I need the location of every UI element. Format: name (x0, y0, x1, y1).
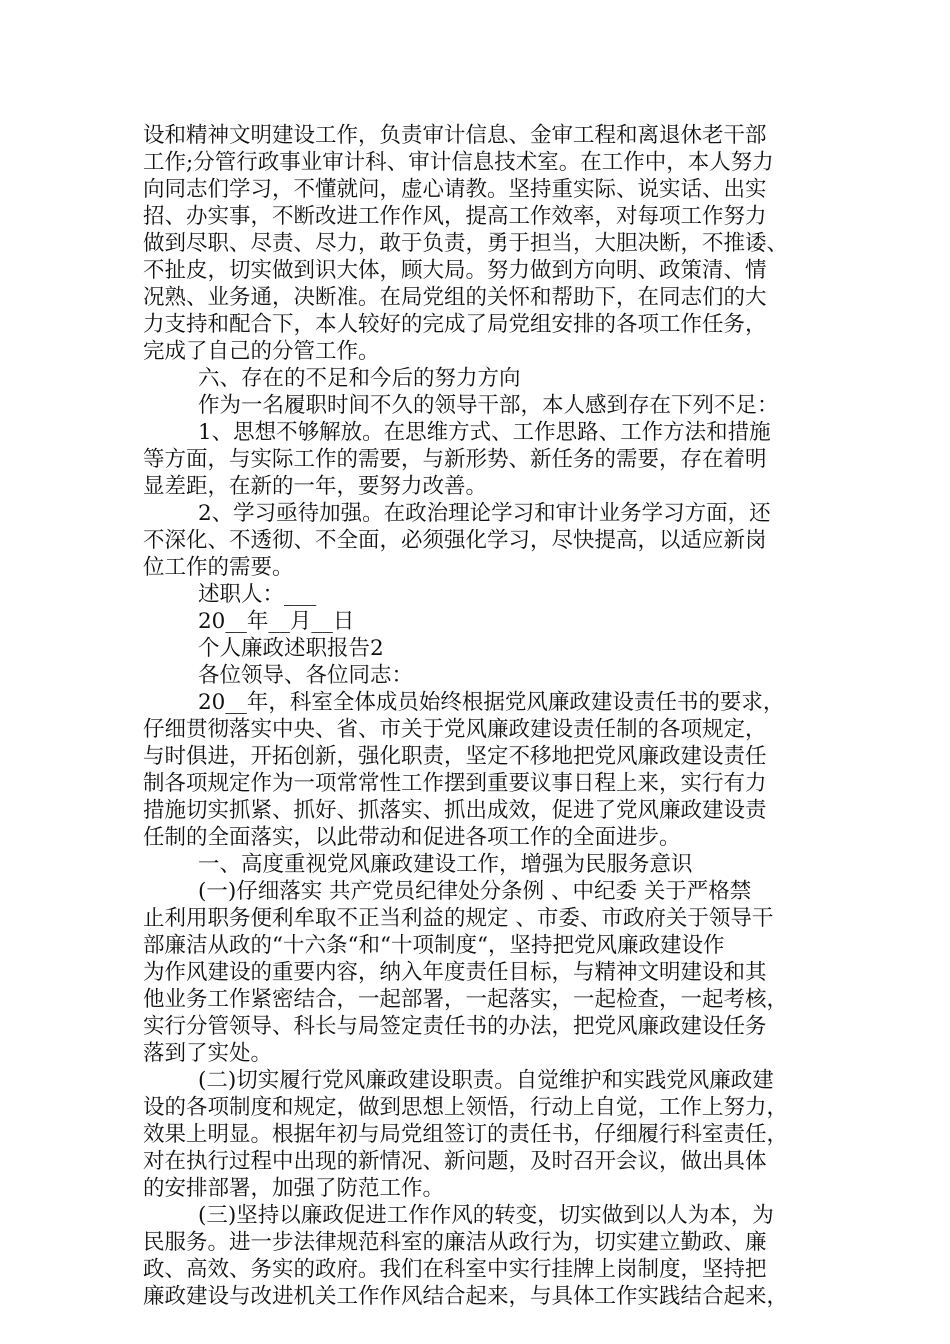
text-line: 不扯皮，切实做到识大体，顾大局。努力做到方向明、政策清、情 (143, 258, 767, 283)
text-line: 个人廉政述职报告2 (198, 636, 384, 661)
text-line: 部廉洁从政的“十六条“和“十项制度“，坚持把党风廉政建设作 (143, 933, 725, 958)
text-line: 民服务。进一步法律规范科室的廉洁从政行为，切实建立勤政、廉 (143, 1230, 767, 1255)
text-line: 2、学习亟待加强。在政治理论学习和审计业务学习方面，还 (198, 501, 771, 526)
text-line: 位工作的需要。 (143, 555, 294, 580)
text-line: 效果上明显。根据年初与局党组签订的责任书，仔细履行科室责任， (143, 1122, 789, 1147)
document-body (143, 122, 829, 1310)
text-line: 对在执行过程中出现的新情况、新问题，及时召开会议，做出具体 (143, 1149, 767, 1174)
text-line: 况熟、业务通，决断准。在局党组的关怀和帮助下，在同志们的大 (143, 285, 767, 310)
text-line: 完成了自己的分管工作。 (143, 339, 380, 364)
text-line: (二)切实履行党风廉政建设职责。自觉维护和实践党风廉政建 (198, 1068, 774, 1093)
text-line: 招、办实事，不断改进工作作风，提高工作效率，对每项工作努力 (143, 204, 767, 229)
text-line: 止利用职务便利牟取不正当利益的规定 、市委、市政府关于领导干 (143, 906, 774, 931)
text-line: 作为一名履职时间不久的领导干部，本人感到存在下列不足： (198, 393, 779, 418)
text-line: 的安排部署，加强了防范工作。 (143, 1176, 445, 1201)
text-line: 他业务工作紧密结合，一起部署，一起落实，一起检查，一起考核， (143, 987, 789, 1012)
text-line: 1、思想不够解放。在思维方式、工作思路、工作方法和措施 (198, 420, 771, 445)
text-line: 制各项规定作为一项常常性工作摆到重要议事日程上来，实行有力 (143, 771, 767, 796)
text-line: 述职人：___ (198, 582, 317, 607)
text-line: 与时俱进，开拓创新，强化职责，坚定不移地把党风廉政建设责任 (143, 744, 767, 769)
text-line: 各位领导、各位同志： (198, 663, 414, 688)
text-line: 等方面，与实际工作的需要，与新形势、新任务的需要，存在着明 (143, 447, 767, 472)
text-line: 做到尽职、尽责、尽力，敢于负责，勇于担当，大胆决断，不推诿、 (143, 231, 789, 256)
text-line: 廉政建设与改进机关工作作风结合起来，与具体工作实践结合起来， (143, 1284, 789, 1309)
text-line: 为作风建设的重要内容，纳入年度责任目标，与精神文明建设和其 (143, 960, 767, 985)
text-line: 落到了实处。 (143, 1041, 273, 1066)
text-line: 措施切实抓紧、抓好、抓落实、抓出成效，促进了党风廉政建设责 (143, 798, 767, 823)
text-line: 设的各项制度和规定，做到思想上领悟，行动上自觉，工作上努力， (143, 1095, 789, 1120)
text-line: 向同志们学习，不懂就问，虚心请教。坚持重实际、说实话、出实 (143, 177, 767, 202)
text-line: 不深化、不透彻、不全面，必须强化学习，尽快提高，以适应新岗 (143, 528, 767, 553)
text-line: 工作;分管行政事业审计科、审计信息技术室。在工作中，本人努力 (143, 150, 774, 175)
text-line: 设和精神文明建设工作，负责审计信息、金审工程和离退休老干部 (143, 123, 767, 148)
text-line: 一、高度重视党风廉政建设工作，增强为民服务意识 (198, 852, 693, 877)
text-line: 20__年，科室全体成员始终根据党风廉政建设责任书的要求， (198, 690, 785, 715)
text-line: (一)仔细落实 共产党员纪律处分条例 、中纪委 关于严格禁 (198, 879, 752, 904)
text-line: 任制的全面落实，以此带动和促进各项工作的全面进步。 (143, 825, 681, 850)
text-line: 20__年__月__日 (198, 609, 355, 634)
text-line: 六、存在的不足和今后的努力方向 (198, 366, 521, 391)
text-line: 政、高效、务实的政府。我们在科室中实行挂牌上岗制度，坚持把 (143, 1257, 767, 1282)
text-line: (三)坚持以廉政促进工作作风的转变，切实做到以人为本，为 (198, 1203, 774, 1228)
text-line: 力支持和配合下，本人较好的完成了局党组安排的各项工作任务， (143, 312, 767, 337)
text-line: 仔细贯彻落实中央、省、市关于党风廉政建设责任制的各项规定， (143, 717, 767, 742)
text-line: 实行分管领导、科长与局签定责任书的办法，把党风廉政建设任务 (143, 1014, 767, 1039)
text-line: 显差距，在新的一年，要努力改善。 (143, 474, 488, 499)
